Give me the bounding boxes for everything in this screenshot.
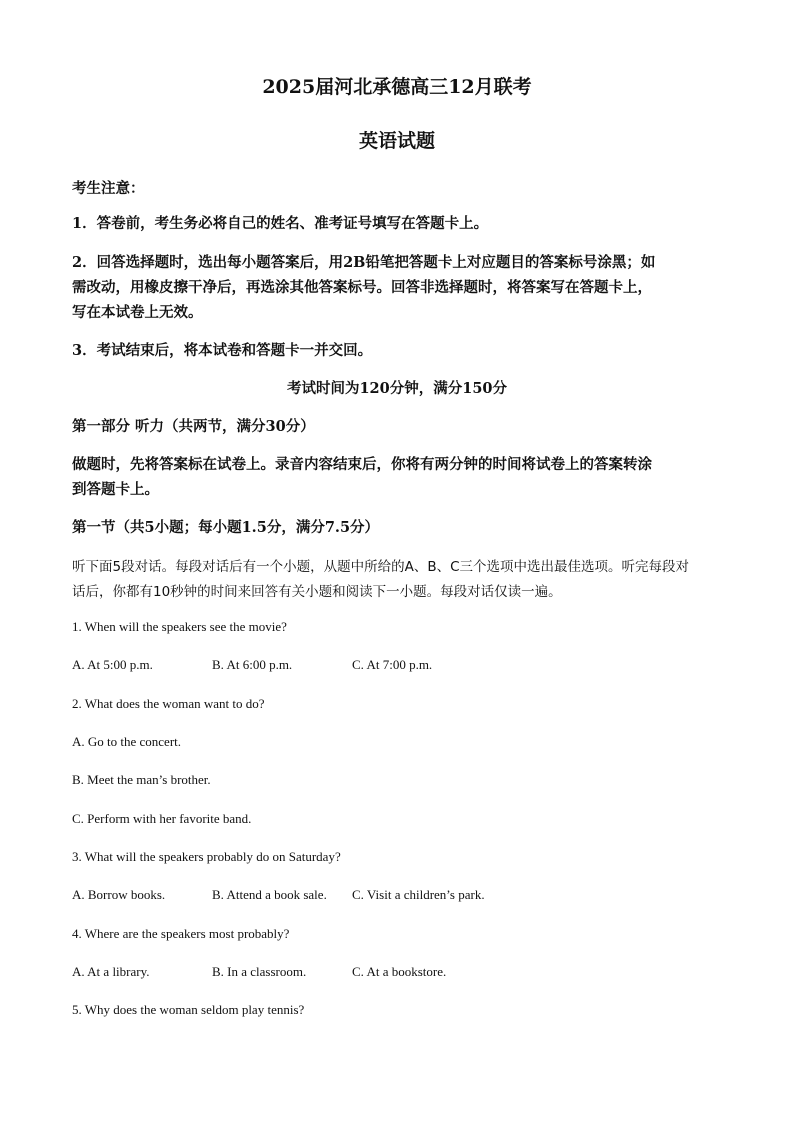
option-b: B. Attend a book sale. — [212, 887, 327, 902]
note-3: 3．考试结束后，将本试卷和答题卡一并交回。 — [72, 342, 373, 359]
question-1: 1. When will the speakers see the movie? — [72, 619, 287, 634]
part1-instruction-line-2: 到答题卡上。 — [72, 481, 159, 498]
option-a: A. Borrow books. — [72, 887, 166, 902]
section1-directions-line-2: 话后，你都有10秒钟的时间来回答有关小题和阅读下一小题。每段对话仅读一遍。 — [72, 584, 562, 600]
note-2-line-3: 写在本试卷上无效。 — [72, 304, 203, 321]
note-2-line-1: 2．回答选择题时，选出每小题答案后，用2B铅笔把答题卡上对应题目的答案标号涂黑；如 — [72, 254, 656, 271]
note-2-line-2: 需改动，用橡皮擦干净后，再选涂其他答案标号。回答非选择题时，将答案写在答题卡上， — [72, 279, 652, 296]
part1-heading: 第一部分 听力（共两节，满分30分） — [72, 418, 315, 435]
question-5: 5. Why does the woman seldom play tennis? — [72, 1002, 305, 1017]
exam-title: 2025届河北承德高三12月联考 — [262, 76, 532, 98]
part1-instruction-line-1: 做题时，先将答案标在试卷上。录音内容结束后，你将有两分钟的时间将试卷上的答案转涂 — [72, 456, 652, 473]
option-a: A. At a library. — [72, 964, 150, 979]
option-b: B. At 6:00 p.m. — [212, 657, 293, 672]
question-2-option-a: A. Go to the concert. — [72, 734, 182, 749]
note-1: 1．答卷前，考生务必将自己的姓名、准考证号填写在答题卡上。 — [72, 215, 489, 232]
notes-heading: 考生注意： — [72, 180, 145, 197]
question-4: 4. Where are the speakers most probably? — [72, 926, 290, 941]
option-c: C. At 7:00 p.m. — [352, 657, 433, 672]
exam-subtitle: 英语试题 — [358, 130, 435, 152]
question-3: 3. What will the speakers probably do on Saturday? — [72, 849, 341, 864]
option-b: B. In a classroom. — [212, 964, 307, 979]
question-2-option-b: B. Meet the man’s brother. — [72, 772, 211, 787]
option-a: A. At 5:00 p.m. — [72, 657, 153, 672]
question-2-option-c: C. Perform with her favorite band. — [72, 811, 252, 826]
exam-time: 考试时间为120分钟，满分150分 — [286, 380, 508, 397]
section1-directions-line-1: 听下面5段对话。每段对话后有一个小题，从题中所给的A、B、C三个选项中选出最佳选项。听完每段对 — [72, 559, 690, 575]
question-2: 2. What does the woman want to do? — [72, 696, 265, 711]
option-c: C. Visit a children’s park. — [352, 887, 485, 902]
section1-heading: 第一节（共5小题；每小题1.5分，满分7.5分） — [72, 519, 380, 536]
option-c: C. At a bookstore. — [352, 964, 447, 979]
